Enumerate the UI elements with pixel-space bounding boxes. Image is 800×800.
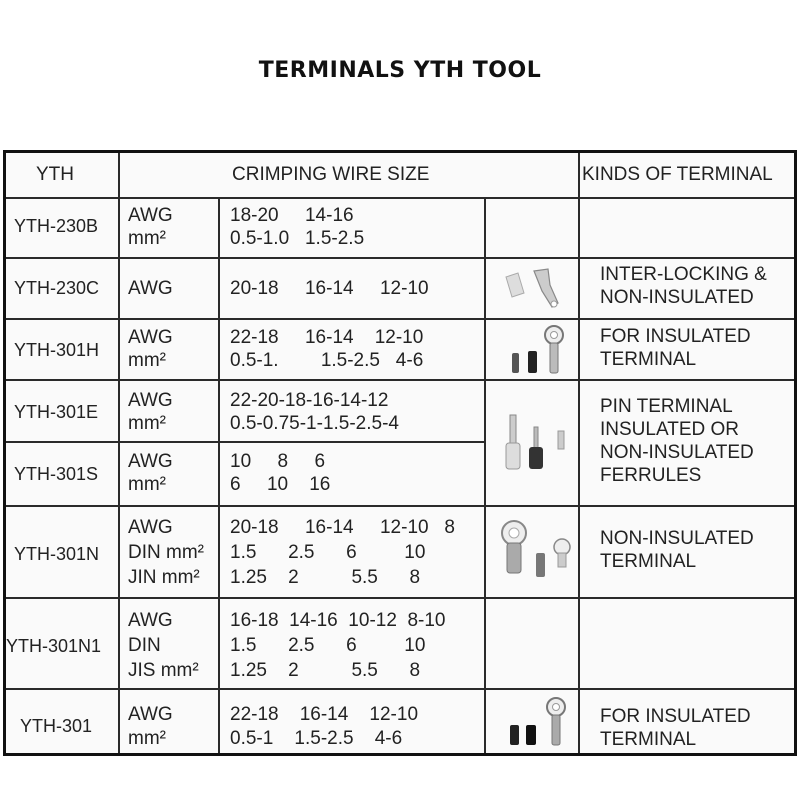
size-cell: 0.5-1.0 1.5-2.5 xyxy=(230,228,365,249)
header-kinds: KINDS OF TERMINAL xyxy=(582,164,773,185)
size-cell: 0.5-0.75-1-1.5-2.5-4 xyxy=(230,413,399,434)
size-cell: 22-18 16-14 12-10 xyxy=(230,327,424,348)
size-cell: 1.5 2.5 6 10 xyxy=(230,635,426,656)
size-cell: 1.5 2.5 6 10 xyxy=(230,542,426,563)
size-cell: 6 10 16 xyxy=(230,474,331,495)
unit-cell: AWG xyxy=(128,610,173,631)
kinds-cell: FOR INSULATED TERMINAL xyxy=(600,326,751,370)
kinds-cell: PIN TERMINAL INSULATED OR NON-INSULATED FERRULES xyxy=(600,396,754,486)
model-cell: YTH-301H xyxy=(14,340,100,360)
model-cell: YTH-301 xyxy=(20,716,93,736)
unit-cell: mm² xyxy=(128,413,166,434)
unit-cell: AWG xyxy=(128,327,173,348)
size-cell: 0.5-1. 1.5-2.5 4-6 xyxy=(230,350,424,371)
size-cell: 20-18 16-14 12-10 xyxy=(230,278,429,299)
model-cell: YTH-301E xyxy=(14,402,99,422)
unit-cell: DIN xyxy=(128,635,161,656)
model-cell: YTH-301S xyxy=(14,464,99,484)
unit-cell: JIS mm² xyxy=(128,660,199,681)
unit-cell: mm² xyxy=(128,728,166,749)
model-cell: YTH-301N1 xyxy=(6,636,102,656)
unit-cell: AWG xyxy=(128,278,173,299)
size-cell: 1.25 2 5.5 8 xyxy=(230,567,421,588)
unit-cell: mm² xyxy=(128,474,166,495)
header-crimping-size: CRIMPING WIRE SIZE xyxy=(232,164,430,185)
unit-cell: AWG xyxy=(128,390,173,411)
terminal-table xyxy=(3,150,797,756)
size-cell: 22-18 16-14 12-10 xyxy=(230,704,419,725)
header-model: YTH xyxy=(36,164,74,185)
terminal-thumbnail xyxy=(498,693,576,751)
unit-cell: mm² xyxy=(128,350,166,371)
unit-cell: JIN mm² xyxy=(128,567,200,588)
size-cell: 0.5-1 1.5-2.5 4-6 xyxy=(230,728,403,749)
model-cell: YTH-230B xyxy=(14,216,99,236)
unit-cell: AWG xyxy=(128,517,173,538)
size-cell: 20-18 16-14 12-10 8 xyxy=(230,517,455,538)
unit-cell: AWG xyxy=(128,704,173,725)
unit-cell: AWG xyxy=(128,451,173,472)
model-cell: YTH-301N xyxy=(14,544,100,564)
size-cell: 16-18 14-16 10-12 8-10 xyxy=(230,610,446,631)
page-title: TERMINALS YTH TOOL xyxy=(258,58,542,83)
kinds-cell: FOR INSULATED TERMINAL xyxy=(600,706,751,750)
terminal-thumbnail xyxy=(496,517,576,589)
size-cell: 1.25 2 5.5 8 xyxy=(230,660,421,681)
kinds-cell: INTER-LOCKING & NON-INSULATED xyxy=(600,264,767,308)
unit-cell: AWG xyxy=(128,205,173,226)
size-cell: 10 8 6 xyxy=(230,451,326,472)
unit-cell: mm² xyxy=(128,228,166,249)
size-cell: 18-20 14-16 xyxy=(230,205,354,226)
unit-cell: DIN mm² xyxy=(128,542,204,563)
terminal-thumbnail xyxy=(496,403,576,479)
terminal-thumbnail xyxy=(498,263,576,313)
size-cell: 22-20-18-16-14-12 xyxy=(230,390,389,411)
terminal-thumbnail xyxy=(498,323,576,379)
kinds-cell: NON-INSULATED TERMINAL xyxy=(600,528,754,572)
model-cell: YTH-230C xyxy=(14,278,100,298)
